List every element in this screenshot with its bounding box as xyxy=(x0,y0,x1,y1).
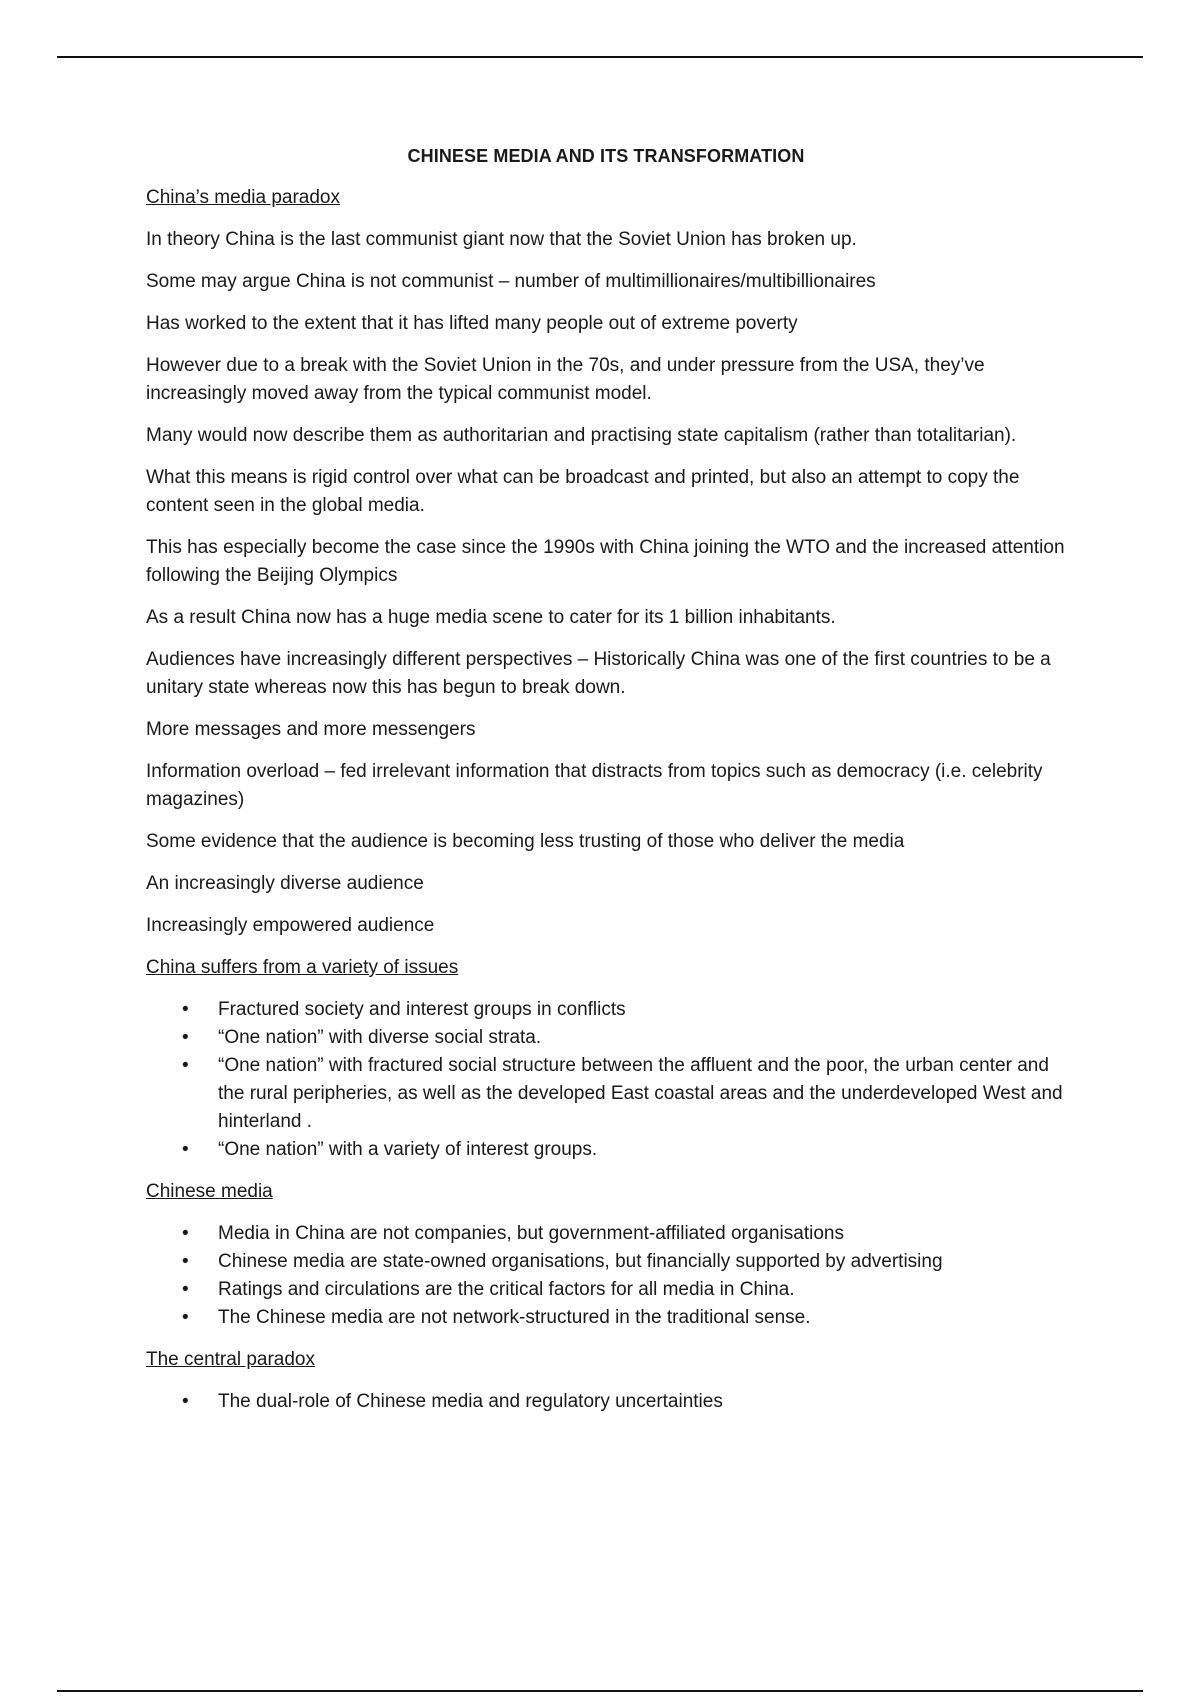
list-item-text: Chinese media are state-owned organisations, but financially supported by advertising xyxy=(218,1251,943,1272)
list-item xyxy=(146,1136,1066,1164)
bullet-icon: • xyxy=(182,1307,189,1328)
paragraph: Many would now describe them as authoritarian and practising state capitalism (rather than totalitarian). xyxy=(146,425,1017,446)
section-heading-central-paradox: The central paradox xyxy=(146,1349,315,1370)
list-item xyxy=(146,1388,1066,1416)
document-title: CHINESE MEDIA AND ITS TRANSFORMATION xyxy=(407,146,805,166)
paragraph: Has worked to the extent that it has lifted many people out of extreme poverty xyxy=(146,313,798,334)
bullet-icon: • xyxy=(182,1251,189,1272)
paragraph: In theory China is the last communist giant now that the Soviet Union has broken up. xyxy=(146,229,857,250)
list-item-text: “One nation” with fractured social structure between the affluent and the poor, the urban center and the rural peripheries, as well as the developed East coastal areas and the underdeveloped West and hinterland . xyxy=(218,1055,1063,1132)
paragraph: What this means is rigid control over what can be broadcast and printed, but also an attempt to copy the content seen in the global media. xyxy=(146,467,1020,516)
bullet-list-chinese-media xyxy=(146,1220,1066,1332)
list-item-text: The dual-role of Chinese media and regulatory uncertainties xyxy=(218,1391,723,1412)
paragraph: Some may argue China is not communist – number of multimillionaires/multibillionaires xyxy=(146,271,876,292)
section-heading-issues: China suffers from a variety of issues xyxy=(146,957,459,978)
list-item xyxy=(146,1220,1066,1248)
paragraph: An increasingly diverse audience xyxy=(146,873,424,894)
list-item-text: Ratings and circulations are the critical factors for all media in China. xyxy=(218,1279,795,1300)
paragraph: More messages and more messengers xyxy=(146,719,476,740)
list-item xyxy=(146,1024,1066,1052)
document-body xyxy=(146,142,1066,1430)
list-item-text: Media in China are not companies, but government-affiliated organisations xyxy=(218,1223,844,1244)
bullet-icon: • xyxy=(182,999,189,1020)
bullet-list-central-paradox xyxy=(146,1388,1066,1416)
bullet-icon: • xyxy=(182,1391,189,1412)
list-item-text: The Chinese media are not network-structured in the traditional sense. xyxy=(218,1307,811,1328)
paragraph: Information overload – fed irrelevant information that distracts from topics such as democracy (i.e. celebrity magazines) xyxy=(146,761,1043,810)
list-item xyxy=(146,1248,1066,1276)
list-item-text: Fractured society and interest groups in conflicts xyxy=(218,999,626,1020)
list-item-text: “One nation” with diverse social strata. xyxy=(218,1027,542,1048)
list-item xyxy=(146,1304,1066,1332)
paragraph: Increasingly empowered audience xyxy=(146,915,435,936)
paragraph: However due to a break with the Soviet Union in the 70s, and under pressure from the USA, they’ve increasingly moved away from the typical communist model. xyxy=(146,355,985,404)
list-item xyxy=(146,1052,1066,1136)
bullet-icon: • xyxy=(182,1223,189,1244)
paragraph: Some evidence that the audience is becoming less trusting of those who deliver the media xyxy=(146,831,905,852)
bullet-icon: • xyxy=(182,1055,189,1076)
section-heading-media-paradox: China’s media paradox xyxy=(146,187,340,208)
paragraph: As a result China now has a huge media scene to cater for its 1 billion inhabitants. xyxy=(146,607,836,628)
bullet-icon: • xyxy=(182,1279,189,1300)
top-rule xyxy=(57,56,1143,58)
section-heading-chinese-media: Chinese media xyxy=(146,1181,273,1202)
bullet-icon: • xyxy=(182,1139,189,1160)
list-item xyxy=(146,1276,1066,1304)
list-item-text: “One nation” with a variety of interest groups. xyxy=(218,1139,598,1160)
bottom-rule xyxy=(57,1690,1143,1692)
paragraph: This has especially become the case since the 1990s with China joining the WTO and the increased attention following the Beijing Olympics xyxy=(146,537,1065,586)
bullet-list-issues xyxy=(146,996,1066,1164)
paragraph: Audiences have increasingly different perspectives – Historically China was one of the first countries to be a unitary state whereas now this has begun to break down. xyxy=(146,649,1051,698)
bullet-icon: • xyxy=(182,1027,189,1048)
list-item xyxy=(146,996,1066,1024)
